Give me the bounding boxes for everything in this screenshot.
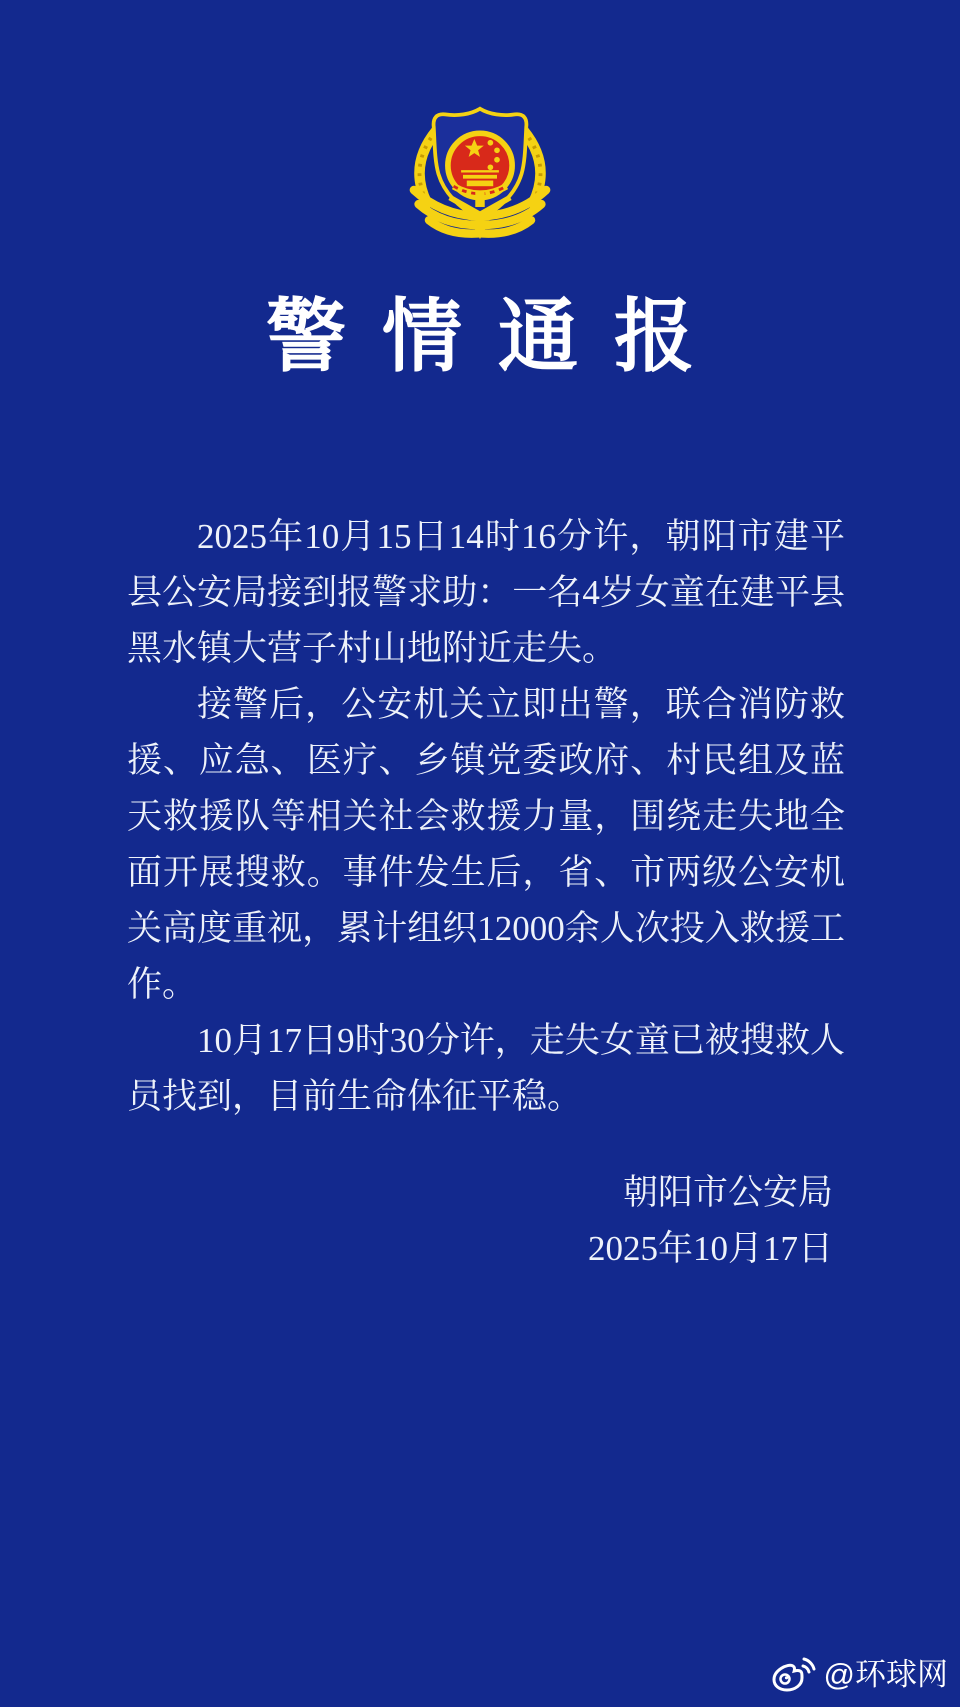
signature-date: 2025年10月17日: [587, 1229, 833, 1268]
signature-agency: 朝阳市公安局: [622, 1173, 833, 1212]
police-badge-icon: [395, 84, 565, 244]
notice-paragraph-3: 10月17日9时30分许，走失女童已被搜救人员找到，目前生命体征平稳。: [127, 1021, 845, 1116]
notice-paragraph-2: 接警后，公安机关立即出警，联合消防救援、应急、医疗、乡镇党委政府、村民组及蓝天救援队等相关社会救援力量，围绕走失地全面开展搜救。事件发生后，省、市两级公安机关高度重视，累计组织12000余人次投入救援工作。: [127, 685, 845, 1004]
signature-block: [0, 1165, 960, 1277]
notice-paragraph-1: 2025年10月15日14时16分许，朝阳市建平县公安局接到报警求助：一名4岁女童在建平县黑水镇大营子村山地附近走失。: [127, 517, 845, 668]
weibo-watermark: [772, 1655, 948, 1695]
watermark-handle: @环球网: [823, 1657, 948, 1692]
notice-body: [0, 509, 960, 1125]
police-badge-emblem: [395, 84, 565, 244]
notice-title: 警情通报: [266, 294, 730, 382]
weibo-icon: [772, 1656, 816, 1694]
